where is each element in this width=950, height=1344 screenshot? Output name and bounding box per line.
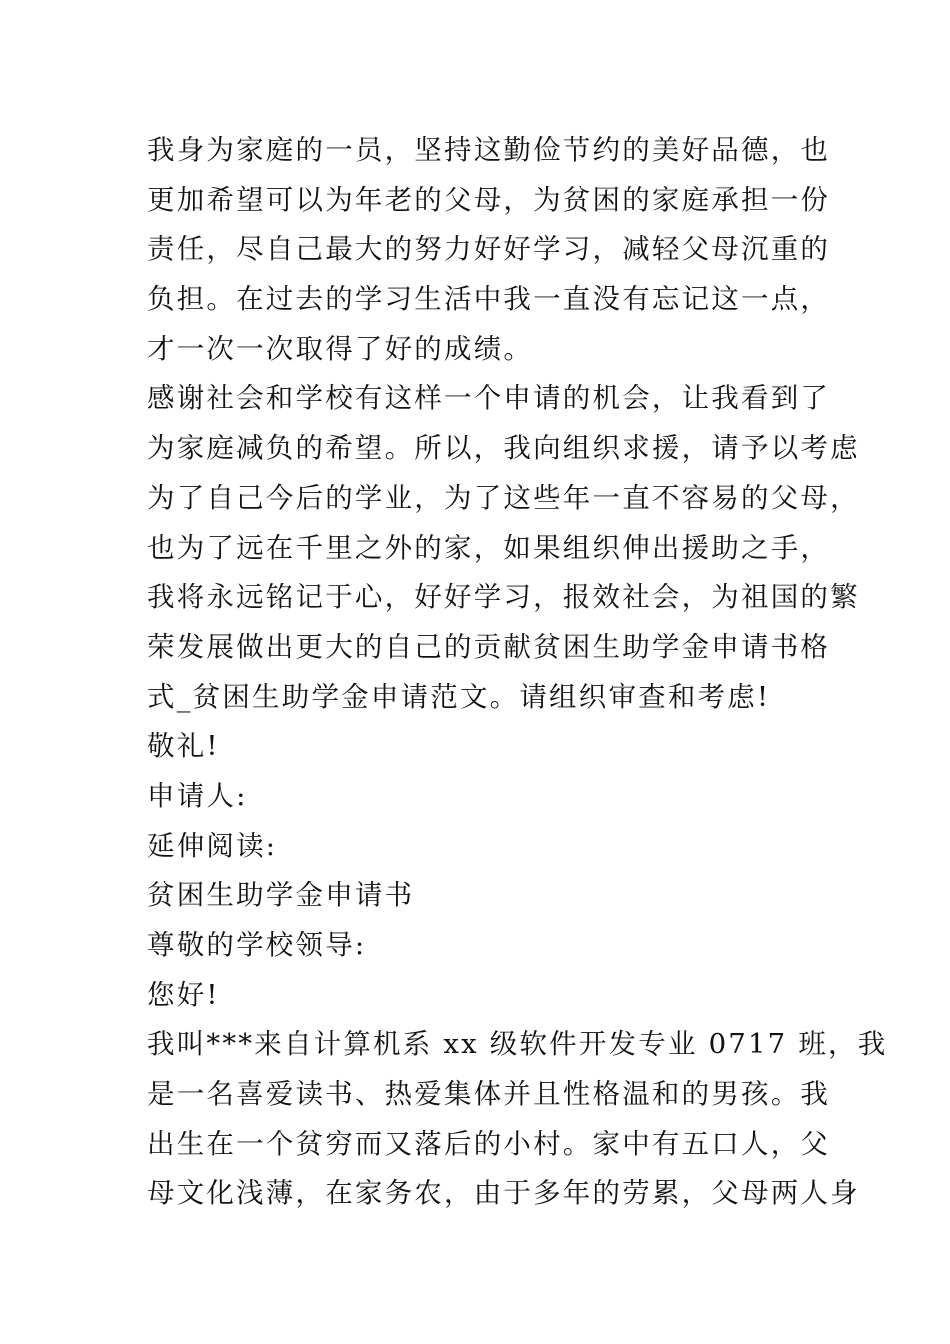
text-line: 荣发展做出更大的自己的贡献贫困生助学金申请书格 bbox=[147, 630, 831, 663]
greeting-addressee: 尊敬的学校领导: bbox=[147, 929, 367, 961]
text-line: 我将永远铭记于心，好好学习，报效社会，为祖国的繁 bbox=[147, 581, 860, 614]
text-line: 更加希望可以为年老的父母，为贫困的家庭承担一份 bbox=[147, 183, 831, 216]
text-line: 也为了远在千里之外的家，如果组织伸出援助之手， bbox=[147, 531, 831, 564]
text-line: 负担。在过去的学习生活中我一直没有忘记这一点， bbox=[147, 283, 831, 316]
text-line: 才一次一次取得了好的成绩。 bbox=[147, 332, 534, 365]
extended-reading-label: 延伸阅读: bbox=[147, 829, 278, 862]
text-line: 我叫***来自计算机系 xx 级软件开发专业 0717 班，我 bbox=[147, 1028, 888, 1061]
text-line: 出生在一个贫穷而又落后的小村。家中有五口人，父 bbox=[147, 1127, 831, 1160]
greeting: 您好! bbox=[147, 978, 220, 1011]
closing-salutation: 敬礼! bbox=[147, 730, 220, 763]
text-line: 为了自己今后的学业，为了这些年一直不容易的父母， bbox=[147, 481, 860, 514]
text-line: 母文化浅薄，在家务农，由于多年的劳累，父母两人身 bbox=[147, 1177, 860, 1210]
applicant-label: 申请人: bbox=[147, 779, 248, 812]
text-line: 责任，尽自己最大的努力好好学习，减轻父母沉重的 bbox=[147, 233, 831, 266]
document-body bbox=[147, 126, 888, 1219]
text-line: 式_贫困生助学金申请范文。请组织审查和考虑! bbox=[147, 680, 771, 713]
text-line: 感谢社会和学校有这样一个申请的机会，让我看到了 bbox=[147, 382, 831, 415]
text-line: 是一名喜爱读书、热爱集体并且性格温和的男孩。我 bbox=[147, 1078, 831, 1111]
section-title: 贫困生助学金申请书 bbox=[147, 879, 415, 912]
text-line: 我身为家庭的一员，坚持这勤俭节约的美好品德，也 bbox=[147, 134, 831, 166]
text-line: 为家庭减负的希望。所以，我向组织求援，请予以考虑 bbox=[147, 432, 860, 465]
